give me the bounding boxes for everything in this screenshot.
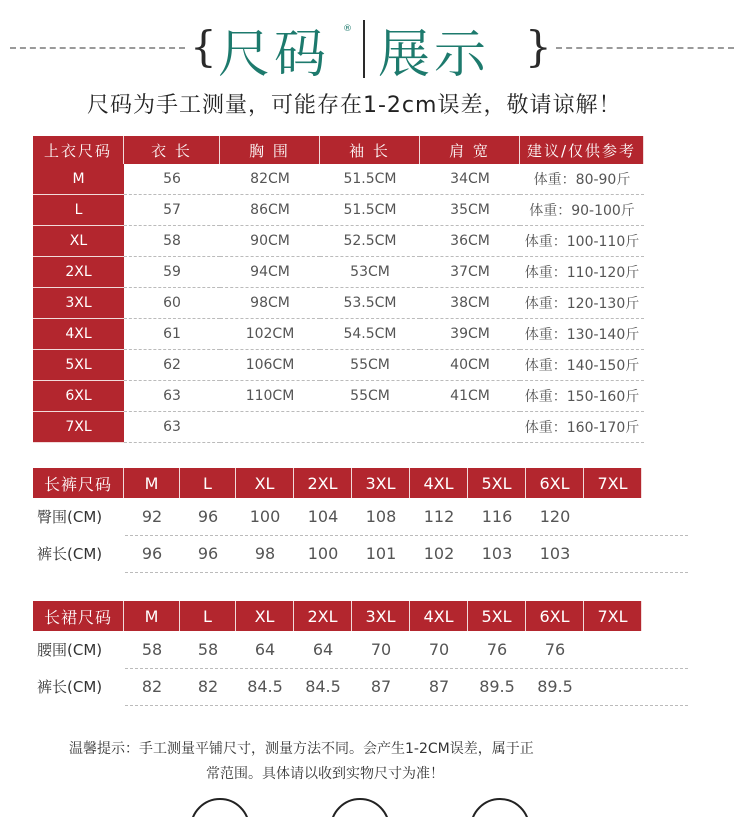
table-cell: 58 [197, 640, 219, 659]
row-divider [125, 572, 688, 573]
table-cell: 96 [141, 544, 163, 563]
header-recommendation: 建议/仅供参考 [520, 136, 644, 164]
pants-size-table [33, 468, 642, 572]
table-cell: 89.5 [479, 677, 515, 696]
table-cell-shoulder: 40CM [420, 350, 520, 381]
header-size: 5XL [468, 468, 526, 498]
table-cell-sleeve: 52.5CM [320, 226, 420, 257]
table-cell-sleeve: 51.5CM [320, 164, 420, 195]
table-cell-sleeve: 51.5CM [320, 195, 420, 226]
header-chest: 胸 围 [220, 136, 320, 164]
table-cell: 82 [141, 677, 163, 696]
table-cell-length: 58 [124, 226, 220, 257]
table-cell-sleeve: 55CM [320, 381, 420, 412]
table-cell-shoulder: 36CM [420, 226, 520, 257]
table-cell-sleeve: 54.5CM [320, 319, 420, 350]
table-cell: 96 [197, 507, 219, 526]
table-cell-length: 60 [124, 288, 220, 319]
table-cell: 84.5 [247, 677, 283, 696]
row-label: 臀围(CM) [37, 508, 103, 526]
top-size-table [33, 136, 644, 443]
size-label: 5XL [33, 350, 124, 381]
size-label: M [33, 164, 124, 195]
table-cell: 84.5 [305, 677, 341, 696]
size-label: 4XL [33, 319, 124, 350]
table-cell-weight: 体重：100-110斤 [520, 226, 644, 257]
skirt-size-table [33, 601, 642, 705]
circle-ornament [470, 798, 530, 817]
size-label: 3XL [33, 288, 124, 319]
dashed-divider-left [10, 47, 185, 49]
table-cell: 64 [312, 640, 334, 659]
header-size: 2XL [294, 601, 352, 631]
table-cell-weight: 体重：150-160斤 [520, 381, 644, 412]
table-row [33, 226, 644, 257]
header-size: 3XL [352, 468, 410, 498]
table-cell: 87 [428, 677, 450, 696]
table-cell: 92 [141, 507, 163, 526]
table-cell-shoulder: 41CM [420, 381, 520, 412]
row-label: 裤长(CM) [37, 545, 103, 563]
header-size: 4XL [410, 601, 468, 631]
table-cell-sleeve: 55CM [320, 350, 420, 381]
pants_table-header [33, 468, 642, 498]
table-cell: 103 [539, 544, 571, 563]
table-cell: 89.5 [537, 677, 573, 696]
size-label: 6XL [33, 381, 124, 412]
table-row [33, 631, 642, 668]
table-cell-sleeve [320, 412, 420, 443]
header-size: 6XL [526, 468, 584, 498]
table-cell-chest: 98CM [220, 288, 320, 319]
warm-tip-line-1: 温馨提示：手工测量平铺尺寸，测量方法不同。会产生1-2CM误差，属于正 [69, 741, 534, 757]
table-cell-chest: 110CM [220, 381, 320, 412]
title-separator [363, 20, 365, 78]
row-divider [125, 705, 688, 706]
header-label: 长裤尺码 [33, 468, 124, 498]
dashed-divider-right [556, 47, 734, 49]
header-size: 3XL [352, 601, 410, 631]
header-size: 5XL [468, 601, 526, 631]
table-cell: 108 [365, 507, 397, 526]
row-divider [125, 668, 688, 669]
table-cell-weight: 体重：110-120斤 [520, 257, 644, 288]
top-table-header [33, 136, 644, 164]
table-cell-shoulder: 37CM [420, 257, 520, 288]
table-row [33, 257, 644, 288]
size-label: L [33, 195, 124, 226]
table-cell-weight: 体重：80-90斤 [520, 164, 644, 195]
table-cell: 112 [423, 507, 455, 526]
table-cell-chest: 102CM [220, 319, 320, 350]
table-cell-chest: 94CM [220, 257, 320, 288]
table-row [33, 535, 642, 572]
table-cell-shoulder: 34CM [420, 164, 520, 195]
table-cell: 98 [254, 544, 276, 563]
header-size: XL [236, 468, 294, 498]
size-label: 2XL [33, 257, 124, 288]
table-cell-length: 61 [124, 319, 220, 350]
table-cell-length: 59 [124, 257, 220, 288]
table-cell-weight: 体重：160-170斤 [520, 412, 644, 443]
header-label: 长裙尺码 [33, 601, 124, 631]
header-size: 上衣尺码 [33, 136, 124, 164]
table-row [33, 498, 642, 535]
table-cell-shoulder: 39CM [420, 319, 520, 350]
table-cell: 76 [486, 640, 508, 659]
table-cell-sleeve: 53.5CM [320, 288, 420, 319]
warm-tip [69, 737, 689, 787]
row-label: 腰围(CM) [37, 641, 103, 659]
header-size: 7XL [584, 601, 642, 631]
table-cell-length: 63 [124, 381, 220, 412]
title-part-display: 展示 [378, 25, 491, 85]
header-shoulder: 肩 宽 [420, 136, 520, 164]
table-cell: 82 [197, 677, 219, 696]
table-cell-shoulder: 35CM [420, 195, 520, 226]
title-brace-left: { [190, 22, 217, 71]
table-cell-chest: 82CM [220, 164, 320, 195]
table-cell-length: 57 [124, 195, 220, 226]
table-cell: 87 [370, 677, 392, 696]
circle-ornament [190, 798, 250, 817]
table-cell-length: 56 [124, 164, 220, 195]
table-cell: 58 [141, 640, 163, 659]
row-divider [125, 535, 688, 536]
skirt_table-header [33, 601, 642, 631]
table-row [33, 195, 644, 226]
table-cell-chest: 86CM [220, 195, 320, 226]
table-cell-shoulder: 38CM [420, 288, 520, 319]
header-size: 2XL [294, 468, 352, 498]
table-row [33, 381, 644, 412]
table-cell-chest: 106CM [220, 350, 320, 381]
table-cell: 100 [307, 544, 339, 563]
table-cell: 103 [481, 544, 513, 563]
bottom-decoration [0, 798, 743, 817]
size-label: XL [33, 226, 124, 257]
table-cell-weight: 体重：120-130斤 [520, 288, 644, 319]
table-cell [584, 535, 642, 572]
header-size: L [180, 601, 236, 631]
registered-mark: ® [343, 24, 352, 34]
table-cell [584, 631, 642, 668]
table-row [33, 668, 642, 705]
header-size: 6XL [526, 601, 584, 631]
size-label: 7XL [33, 412, 124, 443]
header-size: M [124, 601, 180, 631]
table-row [33, 319, 644, 350]
table-cell: 76 [544, 640, 566, 659]
header-length: 衣 长 [124, 136, 220, 164]
title-part-size: 尺码 [218, 25, 331, 85]
table-cell: 104 [307, 507, 339, 526]
table-cell: 102 [423, 544, 455, 563]
table-cell-shoulder [420, 412, 520, 443]
table-cell: 101 [365, 544, 397, 563]
header-sleeve: 袖 长 [320, 136, 420, 164]
header-size: M [124, 468, 180, 498]
table-row [33, 288, 644, 319]
table-row [33, 412, 644, 443]
table-cell: 100 [249, 507, 281, 526]
table-cell-length: 62 [124, 350, 220, 381]
circle-ornament [330, 798, 390, 817]
table-cell: 116 [481, 507, 513, 526]
title-banner [0, 8, 743, 85]
table-cell-chest [220, 412, 320, 443]
table-cell: 70 [428, 640, 450, 659]
title-brace-right: } [525, 22, 552, 71]
measurement-notice: 尺码为手工测量，可能存在1-2cm误差，敬请谅解！ [87, 93, 622, 118]
header-size: XL [236, 601, 294, 631]
table-cell-chest: 90CM [220, 226, 320, 257]
table-cell [584, 498, 642, 535]
table-row [33, 350, 644, 381]
table-row [33, 164, 644, 195]
header-size: 7XL [584, 468, 642, 498]
table-cell-length: 63 [124, 412, 220, 443]
table-cell-weight: 体重：90-100斤 [520, 195, 644, 226]
warm-tip-line-2: 常范围。具体请以收到实物尺寸为准！ [206, 766, 444, 782]
table-cell: 96 [197, 544, 219, 563]
table-cell-sleeve: 53CM [320, 257, 420, 288]
table-cell: 70 [370, 640, 392, 659]
table-cell: 120 [539, 507, 571, 526]
table-cell-weight: 体重：140-150斤 [520, 350, 644, 381]
table-cell [584, 668, 642, 705]
table-cell: 64 [254, 640, 276, 659]
table-cell-weight: 体重：130-140斤 [520, 319, 644, 350]
row-label: 裤长(CM) [37, 678, 103, 696]
header-size: L [180, 468, 236, 498]
header-size: 4XL [410, 468, 468, 498]
